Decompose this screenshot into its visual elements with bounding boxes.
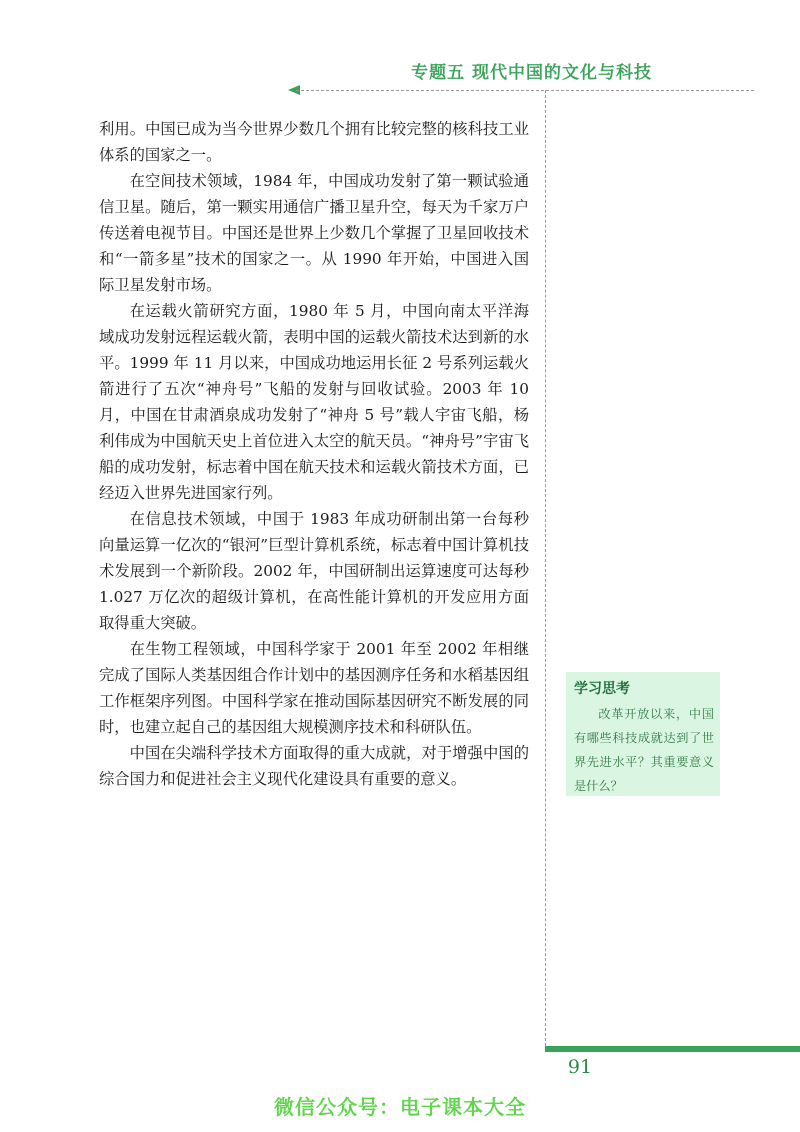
paragraph: 中国在尖端科学技术方面取得的重大成就，对于增强中国的综合国力和促进社会主义现代化建设具有重要的意义。 xyxy=(99,744,529,788)
paragraph: 在空间技术领域，1984 年，中国成功发射了第一颗试验通信卫星。随后，第一颗实用通信广播卫星升空，每天为千家万户传送着电视节目。中国还是世界上少数几个掌握了卫星回收技术和“一箭多星”技术的国家之一。从 1990 年开始，中国进入国际卫星发射市场。 xyxy=(99,172,529,294)
paragraph: 在信息技术领域，中国于 1983 年成功研制出第一台每秒向量运算一亿次的“银河”巨型计算机系统，标志着中国计算机技术发展到一个新阶段。2002 年，中国研制出运算速度可达每秒 1.027 万亿次的超级计算机，在高性能计算机的开发应用方面取得重大突破。 xyxy=(99,510,529,632)
paragraph: 在运载火箭研究方面，1980 年 5 月，中国向南太平洋海域成功发射远程运载火箭，表明中国的运载火箭技术达到新的水平。1999 年 11 月以来，中国成功地运用长征 2 号系列运载火箭进行了五次“神舟号”飞船的发射与回收试验。2003 年 10 月，中国在甘肃酒泉成功发射了“神舟 5 号”载人宇宙飞船，杨利伟成为中国航天史上首位进入太空的航天员。“神舟号”宇宙飞船的成功发射，标志着中国在航天技术和运载火箭技术方面，已经迈入世界先进国家行列。 xyxy=(99,302,529,502)
page-number: 91 xyxy=(567,1056,593,1078)
paragraph: 在生物工程领域，中国科学家于 2001 年至 2002 年相继完成了国际人类基因组合作计划中的基因测序任务和水稻基因组工作框架序列图。中国科学家在推动国际基因研究不断发展的同时，也建立起自己的基因组大规模测序技术和科研队伍。 xyxy=(99,640,529,736)
study-think-title: 学习思考 xyxy=(574,681,630,697)
study-think-box xyxy=(566,672,720,796)
study-think-question: 改革开放以来，中国有哪些科技成就达到了世界先进水平？其重要意义是什么？ xyxy=(574,707,714,793)
paragraph: 利用。中国已成为当今世界少数几个拥有比较完整的核科技工业体系的国家之一。 xyxy=(99,120,529,164)
margin-divider xyxy=(545,90,546,1046)
watermark: 微信公众号：电子课本大全 xyxy=(274,1095,526,1119)
chapter-header-title: 专题五 现代中国的文化与科技 xyxy=(411,63,652,83)
main-text xyxy=(99,116,529,792)
header-divider xyxy=(296,90,754,91)
footer-bar xyxy=(545,1046,800,1052)
